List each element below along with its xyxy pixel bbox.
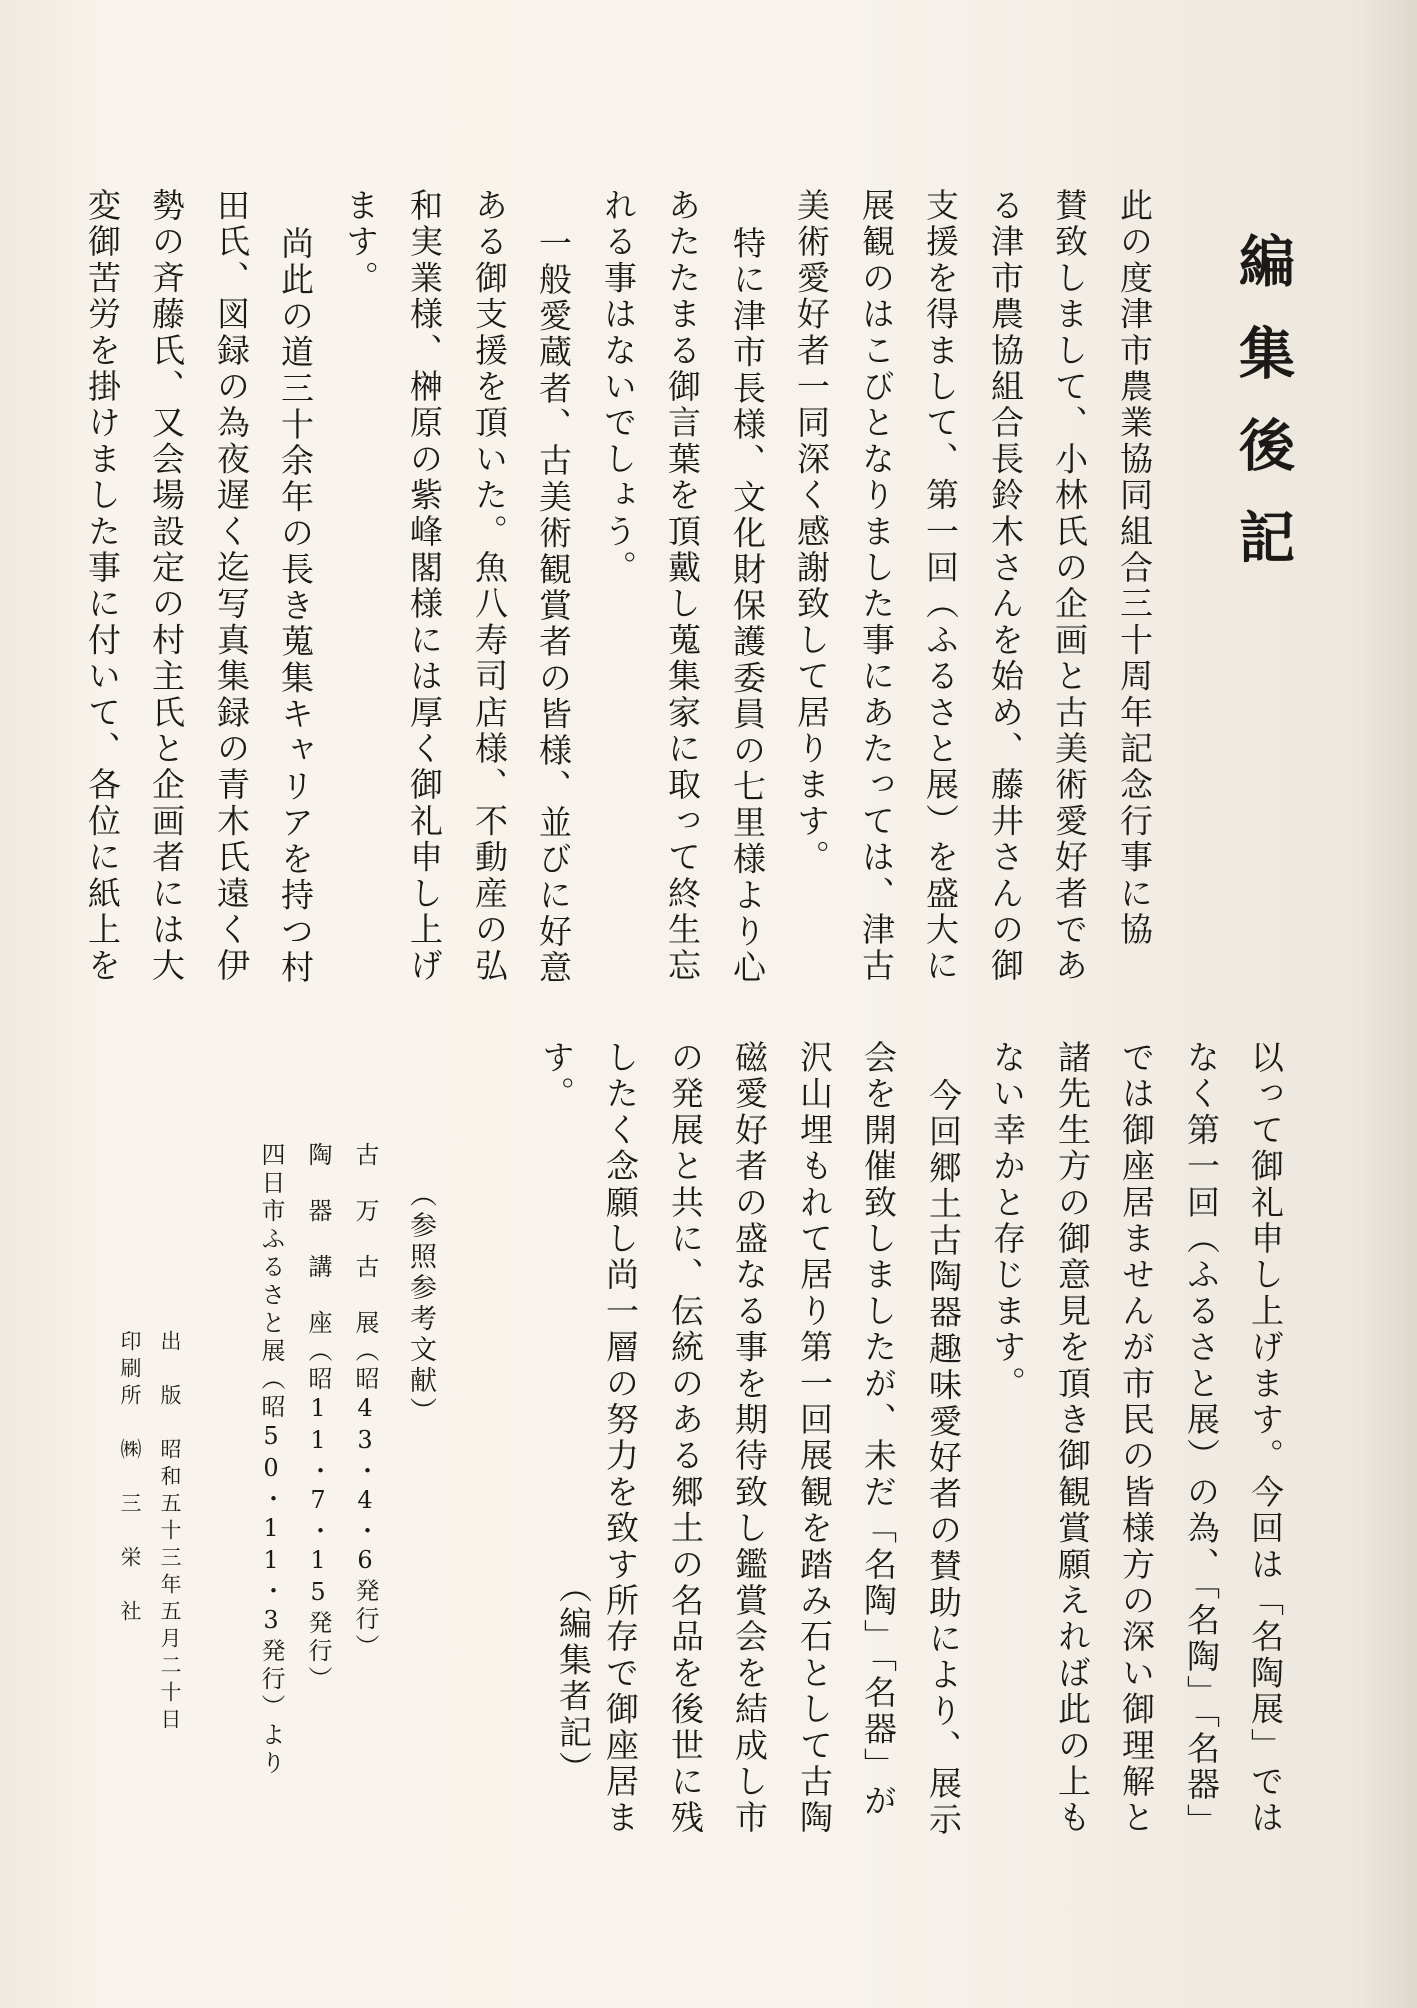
reference-item: 古 万 古 展（昭43・4・6発行）: [351, 1142, 379, 1662]
body-column: ある御支援を頂いた。魚八寿司店様、不動産の弘: [470, 188, 509, 985]
lower-column: 今回郷土古陶器趣味愛好者の賛助により、展示: [924, 1078, 963, 1839]
body-column: る津市農協組合長鈴木さんを始め、藤井さんの御: [986, 188, 1025, 985]
lower-column: ない幸かと存じます。: [988, 1040, 1027, 1402]
lower-column: 以って御礼申し上げます。今回は「名陶展」では: [1246, 1040, 1285, 1837]
lower-column: 沢山埋もれて居り第一回展観を踏み石として古陶: [795, 1040, 834, 1837]
page-title: 編集後記: [1230, 232, 1296, 600]
body-column: ます。: [341, 188, 380, 297]
lower-column: 会を開催致しましたが、未だ「名陶」「名器」が: [859, 1040, 898, 1820]
lower-column: したく念願し尚一層の努力を致す所存で御座居ま: [601, 1040, 640, 1837]
lower-column: 諸先生方の御意見を頂き御観賞願えれば此の上も: [1053, 1040, 1092, 1837]
reference-item: 陶 器 講 座（昭11・7・15発行）: [304, 1142, 332, 1694]
body-column: 支援を得まして、第一回（ふるさと展）を盛大に: [921, 188, 960, 985]
body-column: 展観のはこびとなりました事にあたっては、津古: [857, 188, 896, 985]
references-heading: （参照参考文献）: [405, 1180, 436, 1428]
body-column: 特に津市長様、文化財保護委員の七里様より心: [728, 226, 767, 987]
body-column: 此の度津市農業協同組合三十周年記念行事に協: [1115, 188, 1154, 949]
body-column: 尚此の道三十余年の長き蒐集キャリアを持つ村: [276, 226, 315, 987]
signature: （編集者記）: [554, 1570, 593, 1788]
body-column: れる事はないでしょう。: [599, 188, 638, 587]
page-edge-shadow: [1357, 0, 1417, 2008]
body-column: 田氏、図録の為夜遅く迄写真集録の青木氏遠く伊: [212, 188, 251, 985]
colophon-publication: 出 版 昭和五十三年五月二十日: [158, 1330, 182, 1735]
body-column: 賛致しまして、小林氏の企画と古美術愛好者であ: [1050, 188, 1089, 985]
body-column: 一般愛蔵者、古美術観賞者の皆様、並びに好意: [534, 226, 573, 987]
lower-column: の発展と共に、伝統のある郷土の名品を後世に残: [666, 1040, 705, 1837]
colophon-printer: 印刷所 ㈱ 三 栄 社: [118, 1330, 142, 1627]
body-column: 和実業様、榊原の紫峰閣様には厚く御礼申し上げ: [405, 188, 444, 985]
reference-item: 四日市ふるさと展（昭50・11・3発行）より: [257, 1142, 285, 1778]
body-column: 変御苦労を掛けました事に付いて、各位に紙上を: [83, 188, 122, 985]
body-column: あたたまる御言葉を頂戴し蒐集家に取って終生忘: [663, 188, 702, 985]
lower-column: す。: [537, 1040, 576, 1113]
body-column: 美術愛好者一同深く感謝致して居ります。: [792, 188, 831, 876]
lower-column: 磁愛好者の盛なる事を期待致し鑑賞会を結成し市: [730, 1040, 769, 1837]
lower-column: では御座居ませんが市民の皆様方の深い御理解と: [1117, 1040, 1156, 1837]
lower-column: なく第一回（ふるさと展）の為、「名陶」「名器」: [1182, 1040, 1221, 1840]
body-column: 勢の斉藤氏、又会場設定の村主氏と企画者には大: [147, 188, 186, 985]
